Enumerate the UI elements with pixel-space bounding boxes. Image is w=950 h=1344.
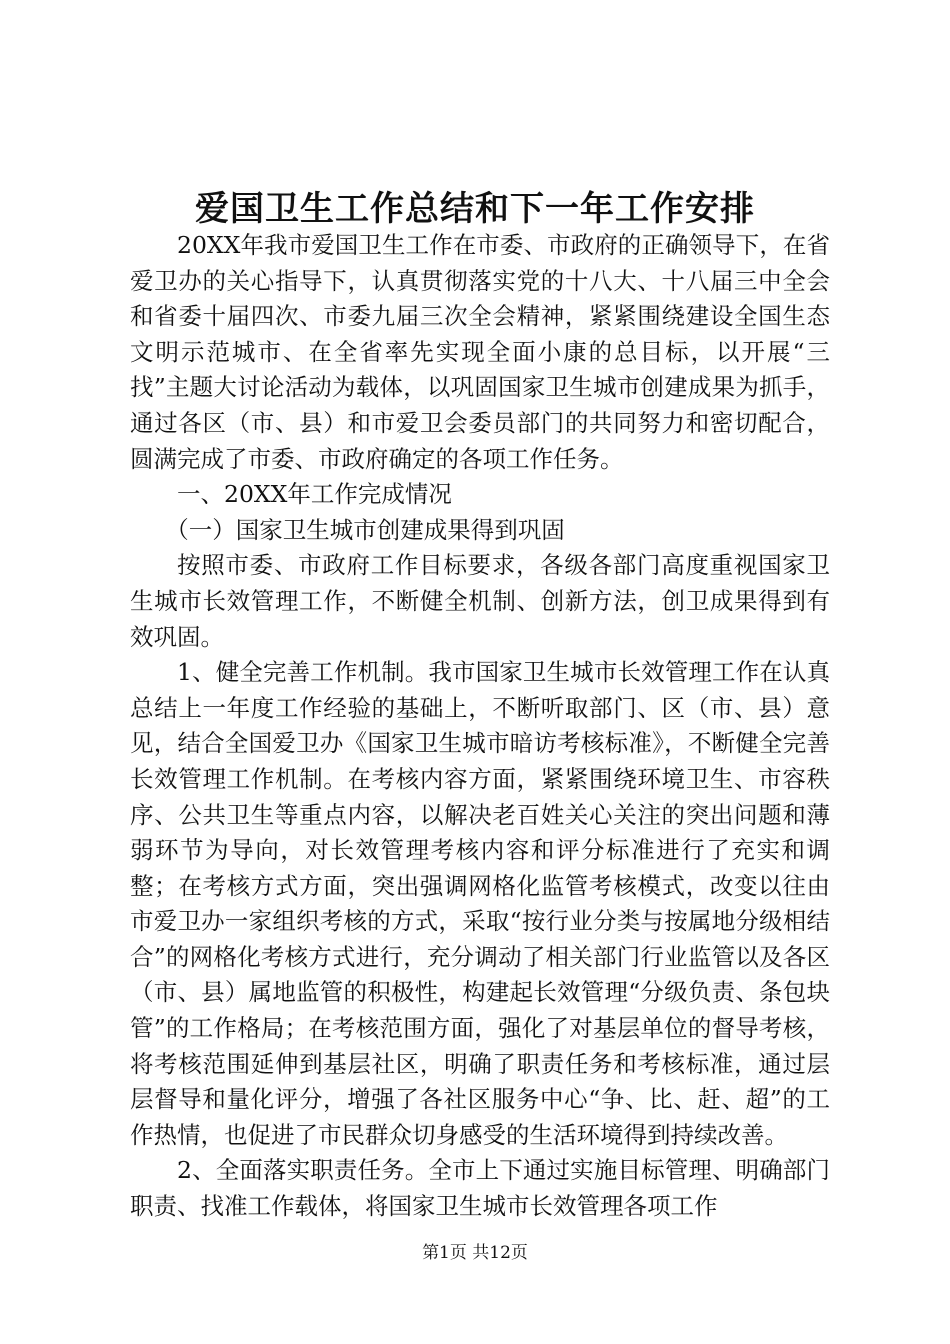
paragraph-intro: 20XX年我市爱国卫生工作在市委、市政府的正确领导下，在省爱卫办的关心指导下，认真贯彻落实党的十八大、十八届三中全会和省委十届四次、市委九届三次全会精神，紧紧围绕建设全国生态文明示范城市、在全省率先实现全面小康的总目标，以开展“三找”主题大讨论活动为载体，以巩固国家卫生城市创建成果为抓手，通过各区（市、县）和市爱卫会委员部门的共同努力和密切配合，圆满完成了市委、市政府确定的各项工作任务。 — [130, 231, 830, 473]
paragraph-item-1: 1、健全完善工作机制。我市国家卫生城市长效管理工作在认真总结上一年度工作经验的基础上，不断听取部门、区（市、县）意见，结合全国爱卫办《国家卫生城市暗访考核标准》，不断健全完善长效管理工作机制。在考核内容方面，紧紧围绕环境卫生、市容秩序、公共卫生等重点内容，以解决老百姓关心关注的突出问题和薄弱环节为导向，对长效管理考核内容和评分标准进行了充实和调整；在考核方式方面，突出强调网格化监管考核模式，改变以往由市爱卫办一家组织考核的方式，采取“按行业分类与按属地分级相结合”的网格化考核方式进行，充分调动了相关部门行业监管以及各区（市、县）属地监管的积极性，构建起长效管理“分级负责、条包块管”的工作格局；在考核范围方面，强化了对基层单位的督导考核，将考核范围延伸到基层社区，明确了职责任务和考核标准，通过层层督导和量化评分，增强了各社区服务中心“争、比、赶、超”的工作热情，也促进了市民群众切身感受的生活环境得到持续改善。 — [130, 658, 830, 1149]
page-footer: 第1页 共12页 — [422, 1243, 528, 1263]
document-title: 爱国卫生工作总结和下一年工作安排 — [195, 189, 755, 229]
document-body — [130, 228, 830, 1225]
paragraph-overview: 按照市委、市政府工作目标要求，各级各部门高度重视国家卫生城市长效管理工作，不断健全机制、创新方法，创卫成果得到有效巩固。 — [130, 551, 830, 651]
subsection-heading-1: （一）国家卫生城市创建成果得到巩固 — [165, 515, 565, 544]
section-heading-1: 一、20XX年工作完成情况 — [177, 480, 452, 509]
paragraph-item-2: 2、全面落实职责任务。全市上下通过实施目标管理、明确部门职责、找准工作载体，将国家卫生城市长效管理各项工作 — [130, 1156, 830, 1221]
